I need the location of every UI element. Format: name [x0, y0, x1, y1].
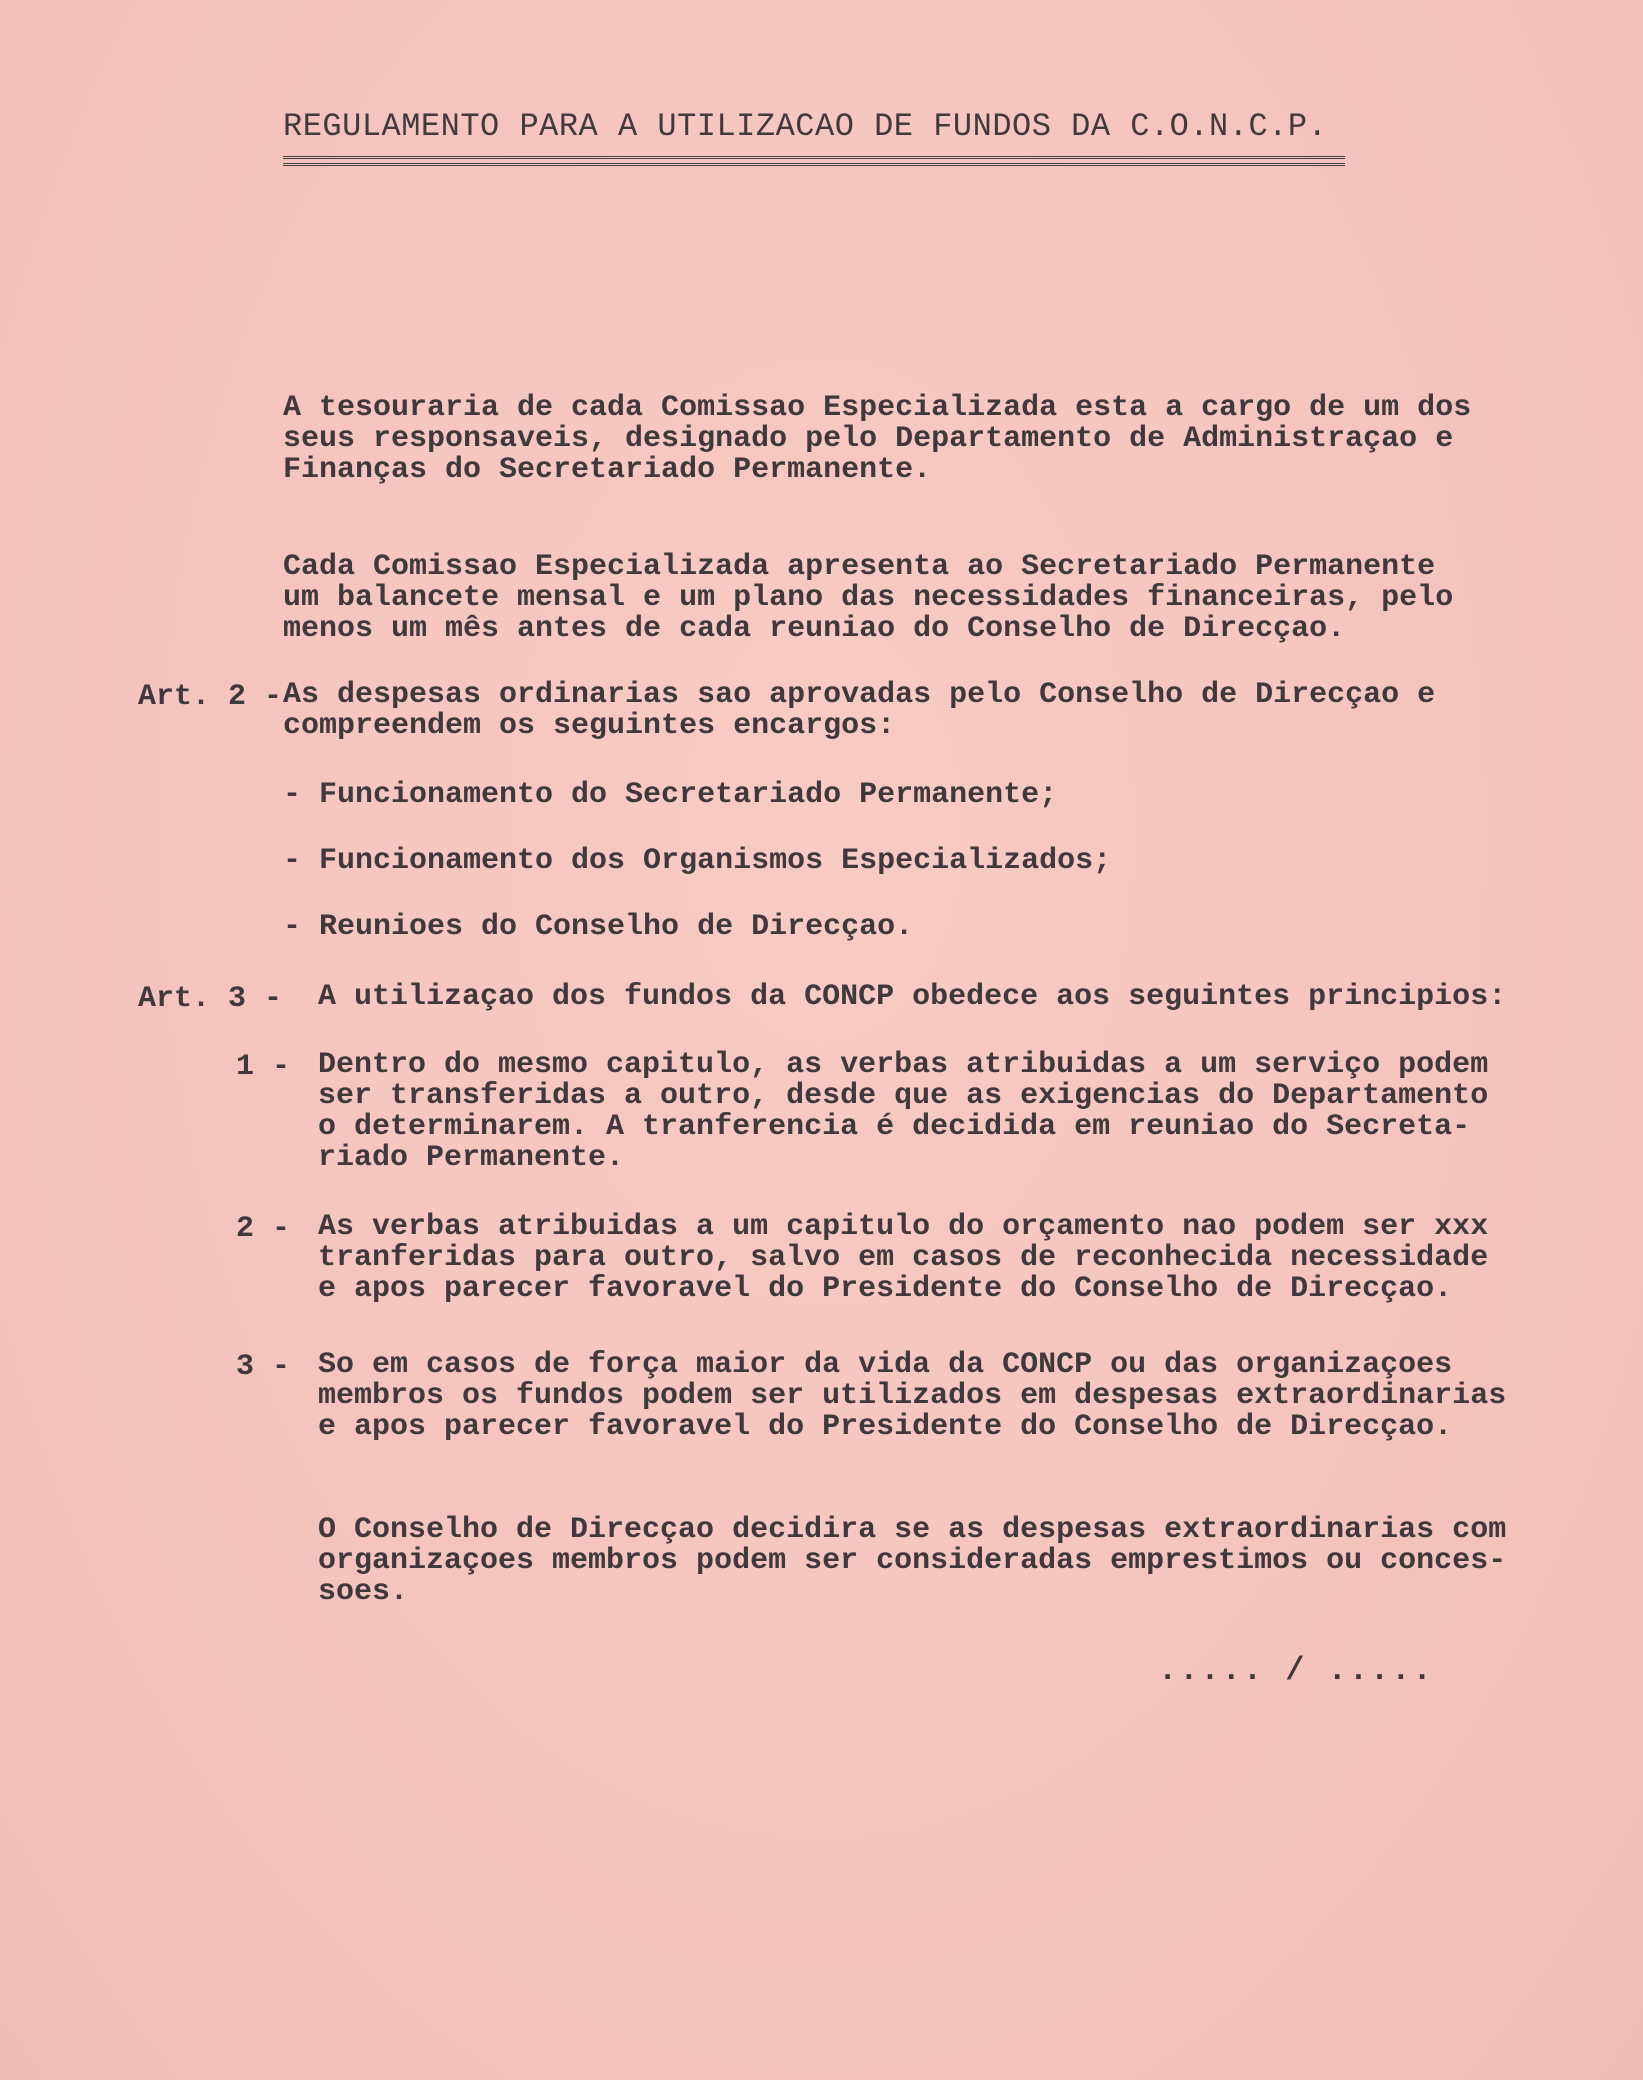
- point-line: e apos parecer favoravel do Presidente do Conselho de Direcçao.: [318, 1272, 1453, 1306]
- point-line: riado Permanente.: [318, 1141, 625, 1175]
- point-number: 3 -: [236, 1350, 291, 1384]
- paragraph-line: Finanças do Secretariado Permanente.: [283, 453, 932, 487]
- point-number: 2 -: [236, 1212, 291, 1246]
- article-2-item: - Funcionamento dos Organismos Especializados;: [283, 844, 1112, 878]
- paragraph-treasury: [283, 393, 1471, 486]
- paragraph-line: Cada Comissao Especializada apresenta ao Secretariado Permanente: [283, 550, 1436, 584]
- article-2-item: - Reunioes do Conselho de Direcçao.: [283, 910, 914, 944]
- point-line: tranferidas para outro, salvo em casos de reconhecida necessidade: [318, 1241, 1489, 1275]
- point-text: [318, 1050, 1488, 1174]
- point-line: As verbas atribuidas a um capitulo do orçamento nao podem ser xxx: [318, 1210, 1489, 1244]
- closing-line: organizaçoes membros podem ser consideradas emprestimos ou conces-: [318, 1544, 1507, 1578]
- paragraph-line: A tesouraria de cada Comissao Especializada esta a cargo de um dos: [283, 391, 1472, 425]
- article-2-label: Art. 2 -: [138, 680, 283, 714]
- point-text: [318, 1350, 1506, 1443]
- closing-line: soes.: [318, 1575, 409, 1609]
- title-underline: [283, 156, 1345, 166]
- point-line: membros os fundos podem ser utilizados em despesas extraordinarias: [318, 1379, 1507, 1413]
- point-number: 1 -: [236, 1050, 291, 1084]
- point-line: Dentro do mesmo capitulo, as verbas atribuidas a um serviço podem: [318, 1048, 1489, 1082]
- continuation-mark: ..... / .....: [1158, 1652, 1434, 1689]
- point-text: [318, 1212, 1488, 1305]
- article-3-label: Art. 3 -: [138, 982, 283, 1016]
- article-line: As despesas ordinarias sao aprovadas pelo Conselho de Direcçao e: [283, 678, 1436, 712]
- paragraph-line: menos um mês antes de cada reuniao do Conselho de Direcçao.: [283, 612, 1346, 646]
- point-line: ser transferidas a outro, desde que as exigencias do Departamento: [318, 1079, 1489, 1113]
- article-2-item: - Funcionamento do Secretariado Permanente;: [283, 778, 1058, 812]
- paragraph-line: um balancete mensal e um plano das necessidades financeiras, pelo: [283, 581, 1454, 615]
- closing-line: O Conselho de Direcçao decidira se as despesas extraordinarias com: [318, 1513, 1507, 1547]
- closing-paragraph: [318, 1515, 1506, 1608]
- point-line: o determinarem. A tranferencia é decidida em reuniao do Secreta-: [318, 1110, 1471, 1144]
- page-title: REGULAMENTO PARA A UTILIZACAO DE FUNDOS DA C.O.N.C.P.: [283, 108, 1328, 145]
- paragraph-line: seus responsaveis, designado pelo Departamento de Administraçao e: [283, 422, 1454, 456]
- point-line: e apos parecer favoravel do Presidente do Conselho de Direcçao.: [318, 1410, 1453, 1444]
- paragraph-balance: [283, 552, 1453, 645]
- point-line: So em casos de força maior da vida da CONCP ou das organizaçoes: [318, 1348, 1453, 1382]
- article-2-text: [283, 680, 1435, 742]
- article-3-text: A utilizaçao dos fundos da CONCP obedece aos seguintes principios:: [318, 980, 1507, 1014]
- article-line: compreendem os seguintes encargos:: [283, 709, 896, 743]
